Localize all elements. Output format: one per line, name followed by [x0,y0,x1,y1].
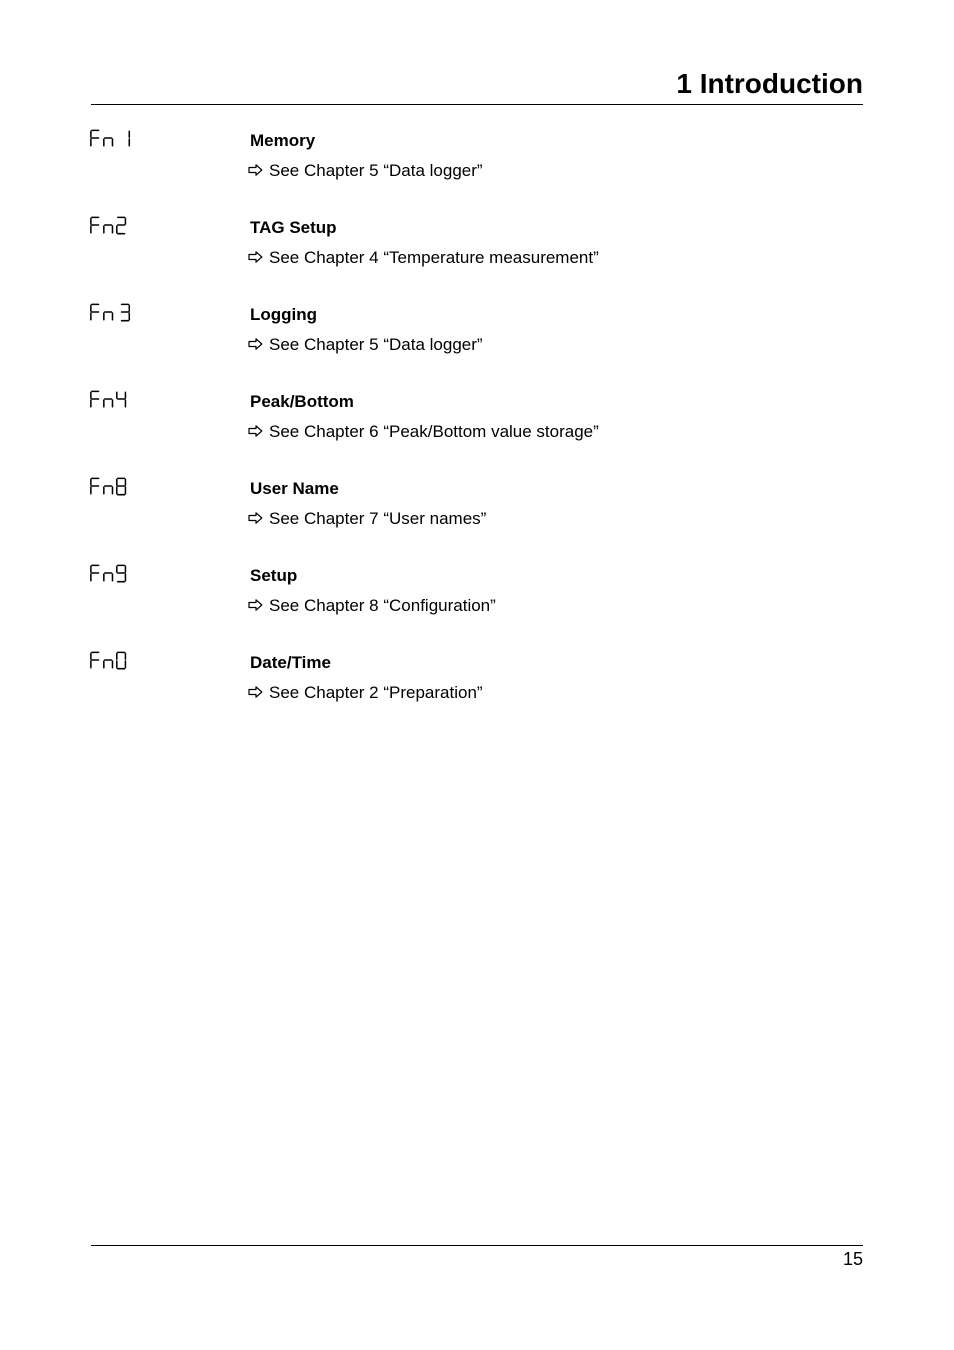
chapter-reference [248,160,483,182]
arrow-right-icon [248,425,263,437]
lcd-digit [104,573,113,581]
lcd-digit [104,660,113,668]
chapter-reference-text: See Chapter 2 “Preparation” [269,683,483,702]
arrow-right-icon [248,599,263,611]
arrow-right-icon [248,338,263,350]
lcd-digit [91,217,99,232]
lcd-digit [91,565,99,580]
arrow-right-icon [248,512,263,524]
lcd-code [88,474,136,500]
lcd-digit [91,478,99,493]
lcd-digit [104,312,113,320]
lcd-display [88,300,136,326]
entry-heading: Date/Time [250,653,331,672]
chapter-reference [248,421,599,443]
entry-heading: TAG Setup [250,218,337,237]
lcd-digit [104,399,113,407]
lcd-code [88,126,136,152]
lcd-digit [104,486,113,494]
lcd-code [88,300,136,326]
lcd-display [88,126,136,152]
lcd-display [88,561,136,587]
chapter-reference-text: See Chapter 5 “Data logger” [269,161,483,180]
chapter-reference-text: See Chapter 6 “Peak/Bottom value storage” [269,422,599,441]
lcd-digit [91,130,99,145]
function-entry-peak-bottom [0,387,954,474]
entry-heading: Peak/Bottom [250,392,354,411]
lcd-digit [117,652,126,668]
lcd-digit [104,225,113,233]
function-entry-logging [0,300,954,387]
entry-heading: Logging [250,305,318,324]
chapter-reference [248,508,486,530]
footer-divider [91,1245,863,1246]
function-entry-date-time [0,648,954,735]
chapter-reference-text: See Chapter 8 “Configuration” [269,596,496,615]
lcd-digit [91,304,99,319]
lcd-display [88,387,136,413]
arrow-right-icon [248,251,263,263]
function-entry-user-name [0,474,954,561]
function-entry-setup [0,561,954,648]
page-number: 15 [842,1249,863,1269]
chapter-reference-text: See Chapter 7 “User names” [269,509,487,528]
page-title: 1 Introduction [676,68,863,99]
lcd-digit [91,652,99,667]
lcd-code [88,561,136,587]
lcd-display [88,213,136,239]
entry-heading: Setup [250,566,298,585]
lcd-code [88,648,136,674]
chapter-reference [248,247,599,269]
chapter-reference [248,682,483,704]
arrow-right-icon [248,164,263,176]
lcd-digit [91,391,99,406]
chapter-reference-text: See Chapter 5 “Data logger” [269,335,483,354]
lcd-digit [117,217,126,233]
function-entry-tag-setup [0,213,954,300]
arrow-right-icon [248,686,263,698]
chapter-reference [248,334,483,356]
lcd-digit [117,565,126,581]
lcd-digit [104,138,113,146]
entry-heading: User Name [250,479,339,498]
function-entry-memory [0,126,954,213]
entry-heading: Memory [250,131,316,150]
chapter-reference [248,595,496,617]
header-divider [91,104,863,105]
lcd-code [88,387,136,413]
lcd-digit [122,304,130,320]
lcd-digit [117,392,126,406]
chapter-reference-text: See Chapter 4 “Temperature measurement” [269,248,599,267]
lcd-code [88,213,136,239]
lcd-digit [117,478,126,494]
lcd-display [88,648,136,674]
lcd-display [88,474,136,500]
